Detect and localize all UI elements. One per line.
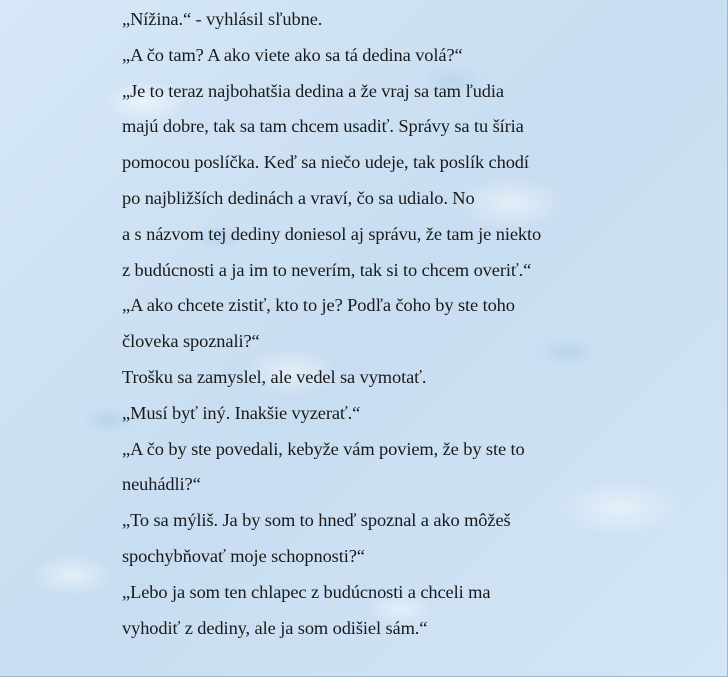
text-line: „A čo tam? A ako viete ako sa tá dedina volá?“ bbox=[122, 44, 463, 65]
text-line: „Musí byť iný. Inakšie vyzerať.“ bbox=[122, 402, 361, 423]
text-line: vyhodiť z dediny, ale ja som odišiel sám.“ bbox=[122, 617, 428, 638]
text-line: majú dobre, tak sa tam chcem usadiť. Správy sa tu šíria bbox=[122, 116, 524, 137]
text-line: neuhádli?“ bbox=[122, 474, 201, 495]
story-text bbox=[122, 2, 682, 646]
text-line: spochybňovať moje schopnosti?“ bbox=[122, 545, 365, 566]
text-line: po najbližších dedinách a vraví, čo sa udialo. No bbox=[122, 187, 475, 208]
text-line: pomocou poslíčka. Keď sa niečo udeje, tak poslík chodí bbox=[122, 152, 529, 173]
text-line: „To sa mýliš. Ja by som to hneď spoznal a ako môžeš bbox=[122, 510, 511, 531]
text-line: Trošku sa zamyslel, ale vedel sa vymotať. bbox=[122, 366, 427, 387]
text-line: „A čo by ste povedali, kebyže vám poviem, že by ste to bbox=[122, 438, 525, 459]
text-line: „Nížina.“ - vyhlásil sľubne. bbox=[122, 9, 323, 29]
text-line: „A ako chcete zistiť, kto to je? Podľa čoho by ste toho bbox=[122, 295, 515, 316]
text-line: a s názvom tej dediny doniesol aj správu, že tam je niekto bbox=[122, 223, 542, 244]
text-line: z budúcnosti a ja im to neverím, tak si to chcem overiť.“ bbox=[122, 259, 532, 280]
text-line: človeka spoznali?“ bbox=[122, 331, 260, 352]
text-line: „Je to teraz najbohatšia dedina a že vraj sa tam ľudia bbox=[122, 80, 504, 101]
text-line: „Lebo ja som ten chlapec z budúcnosti a chceli ma bbox=[122, 581, 491, 602]
